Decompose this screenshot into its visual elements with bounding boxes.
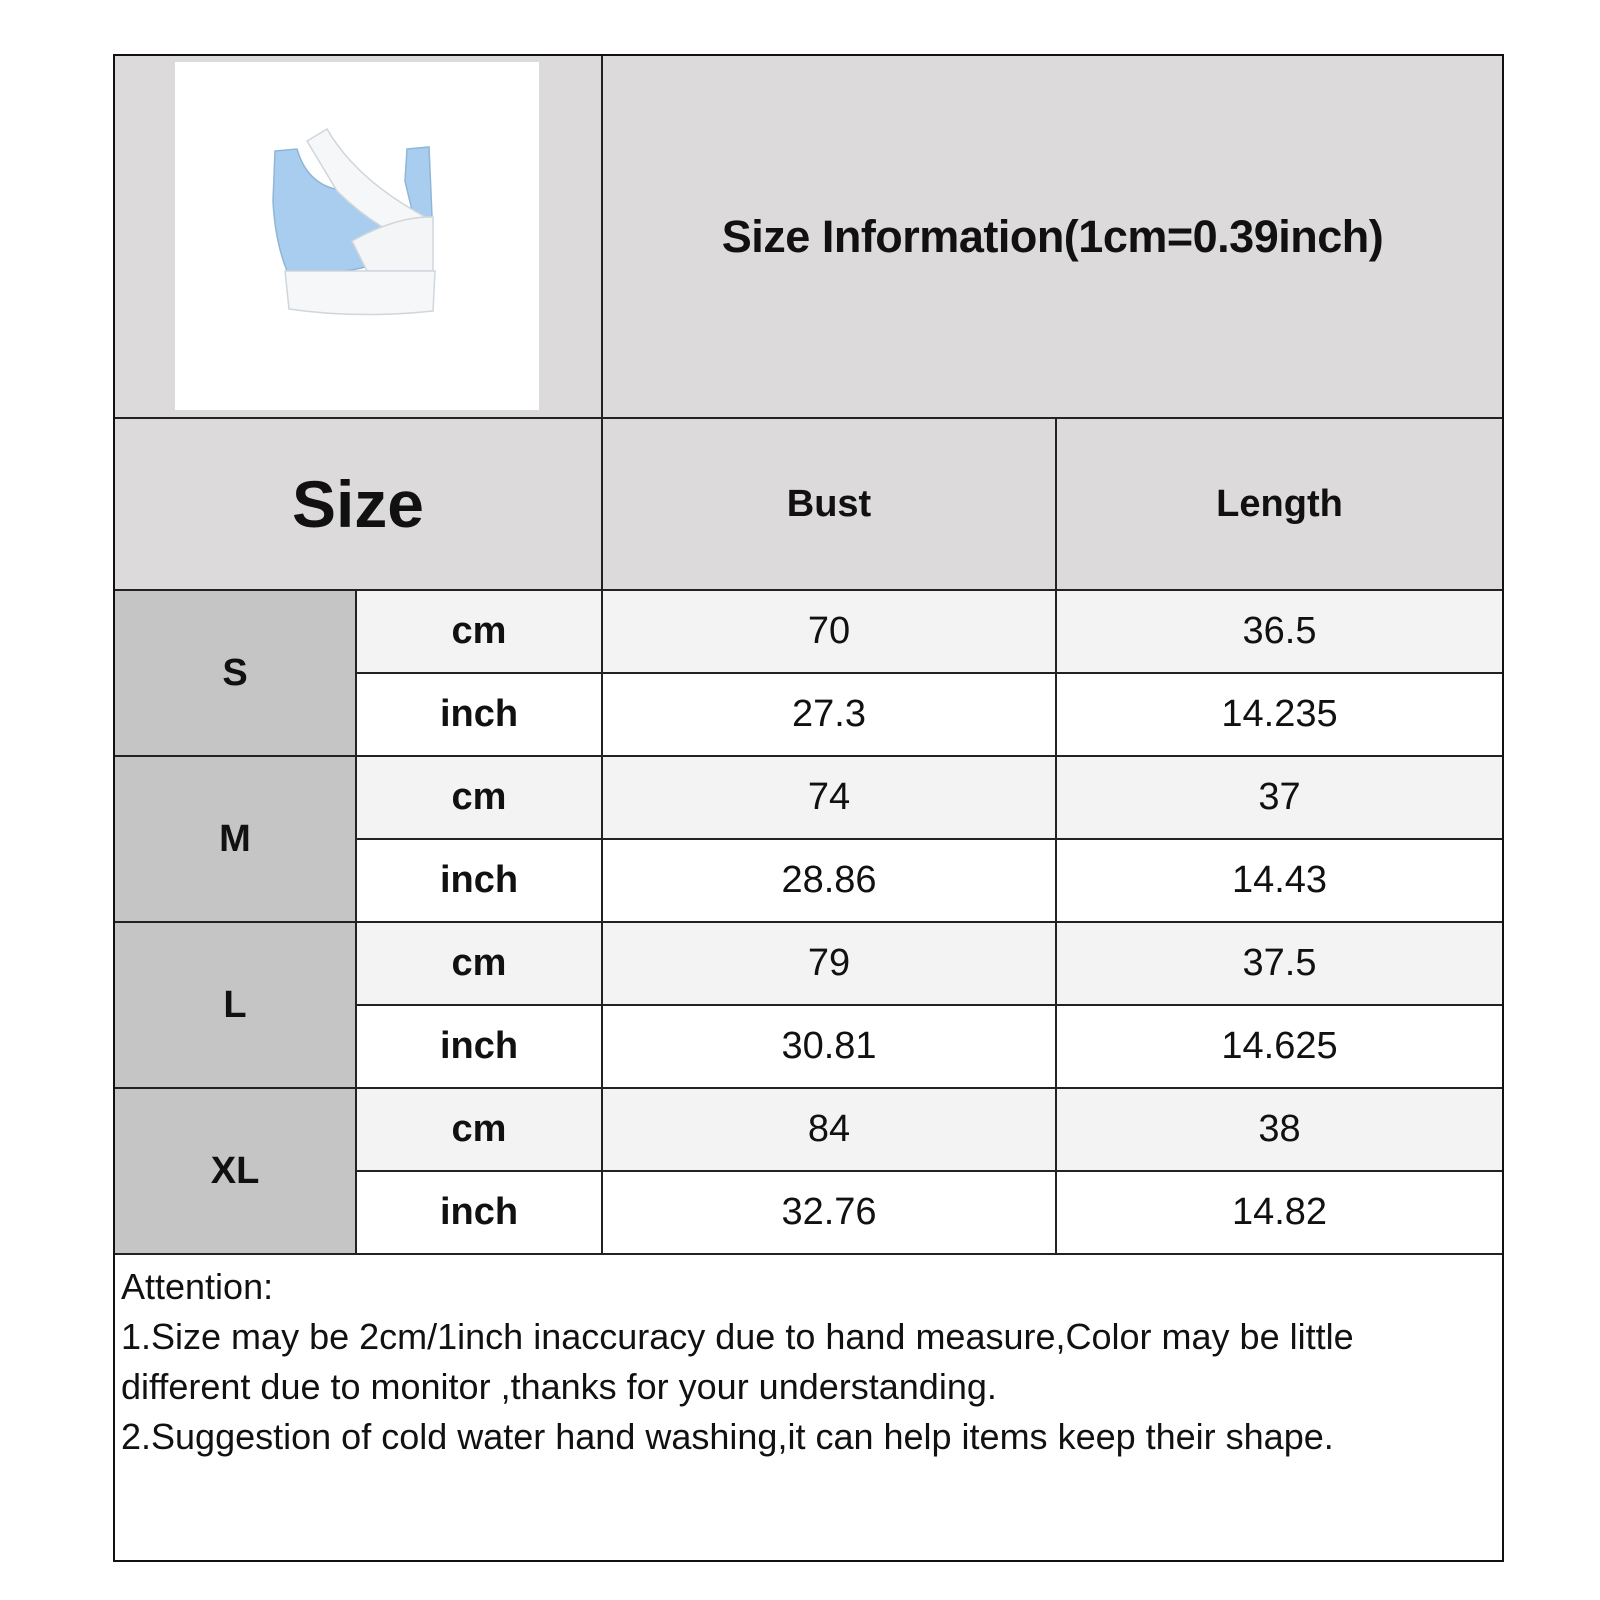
value-cell [603,674,1055,755]
value-cell [1057,923,1502,1004]
size-label: L [223,983,247,1026]
sports-bra-icon [257,121,457,351]
bust-value: 74 [807,776,851,818]
value-cell [1057,674,1502,755]
divider [601,56,603,1253]
value-cell [603,840,1055,921]
divider [357,1004,1502,1006]
length-header: Length [1216,482,1343,525]
notes-line: different due to monitor ,thanks for your understanding. [121,1366,997,1407]
divider [115,755,1502,757]
unit-cell [357,757,601,838]
unit-label: inch [439,1025,519,1067]
length-header-cell [1057,419,1502,589]
divider [357,1170,1502,1172]
value-cell [603,757,1055,838]
unit-label: cm [451,1108,507,1150]
value-cell [1057,1172,1502,1253]
length-value: 14.625 [1221,1025,1338,1067]
bust-value: 79 [807,942,851,984]
unit-label: cm [451,942,507,984]
unit-cell [357,840,601,921]
unit-cell [357,923,601,1004]
unit-cell [357,1006,601,1087]
size-cell-l [115,923,355,1087]
value-cell [603,923,1055,1004]
bust-value: 28.86 [781,859,877,901]
unit-label: inch [439,859,519,901]
size-header: Size [291,467,425,541]
length-value: 36.5 [1242,610,1317,652]
unit-label: cm [451,610,507,652]
value-cell [1057,1006,1502,1087]
bust-value: 32.76 [781,1191,877,1233]
notes-line: 1.Size may be 2cm/1inch inaccuracy due to hand measure,Color may be little [121,1316,1354,1357]
bust-header-cell [603,419,1055,589]
size-chart [113,54,1504,1562]
length-value: 38 [1258,1108,1301,1150]
size-cell-s [115,591,355,755]
notes-line: 2.Suggestion of cold water hand washing,it can help items keep their shape. [121,1416,1334,1457]
bust-value: 30.81 [781,1025,877,1067]
length-value: 14.43 [1231,859,1328,901]
unit-cell [357,674,601,755]
length-value: 14.82 [1231,1191,1328,1233]
divider [115,1253,1502,1255]
length-value: 37 [1258,776,1301,818]
value-cell [1057,591,1502,672]
size-label: M [219,817,251,860]
value-cell [1057,840,1502,921]
notes-heading: Attention: [121,1266,274,1307]
length-value: 14.235 [1221,693,1338,735]
size-label: S [222,651,248,694]
title-cell [603,56,1502,417]
size-label: XL [210,1149,260,1192]
bust-header: Bust [786,482,872,525]
value-cell [1057,1089,1502,1170]
divider [115,589,1502,591]
divider [115,921,1502,923]
value-cell [1057,757,1502,838]
bust-value: 70 [807,610,851,652]
divider [355,591,357,1253]
unit-cell [357,1089,601,1170]
size-cell-xl [115,1089,355,1253]
size-header-cell [115,419,601,589]
divider [357,672,1502,674]
divider [357,838,1502,840]
value-cell [603,1172,1055,1253]
divider [115,1087,1502,1089]
divider [1055,419,1057,1253]
product-photo [175,62,539,410]
value-cell [603,1006,1055,1087]
attention-notes [121,1262,1481,1462]
divider [115,417,1502,419]
size-cell-m [115,757,355,921]
chart-title: Size Information(1cm=0.39inch) [721,210,1384,262]
length-value: 37.5 [1242,942,1317,984]
bust-value: 84 [807,1108,851,1150]
unit-cell [357,1172,601,1253]
unit-label: cm [451,776,507,818]
unit-label: inch [439,1191,519,1233]
unit-label: inch [439,693,519,735]
value-cell [603,1089,1055,1170]
unit-cell [357,591,601,672]
value-cell [603,591,1055,672]
bust-value: 27.3 [792,693,866,735]
